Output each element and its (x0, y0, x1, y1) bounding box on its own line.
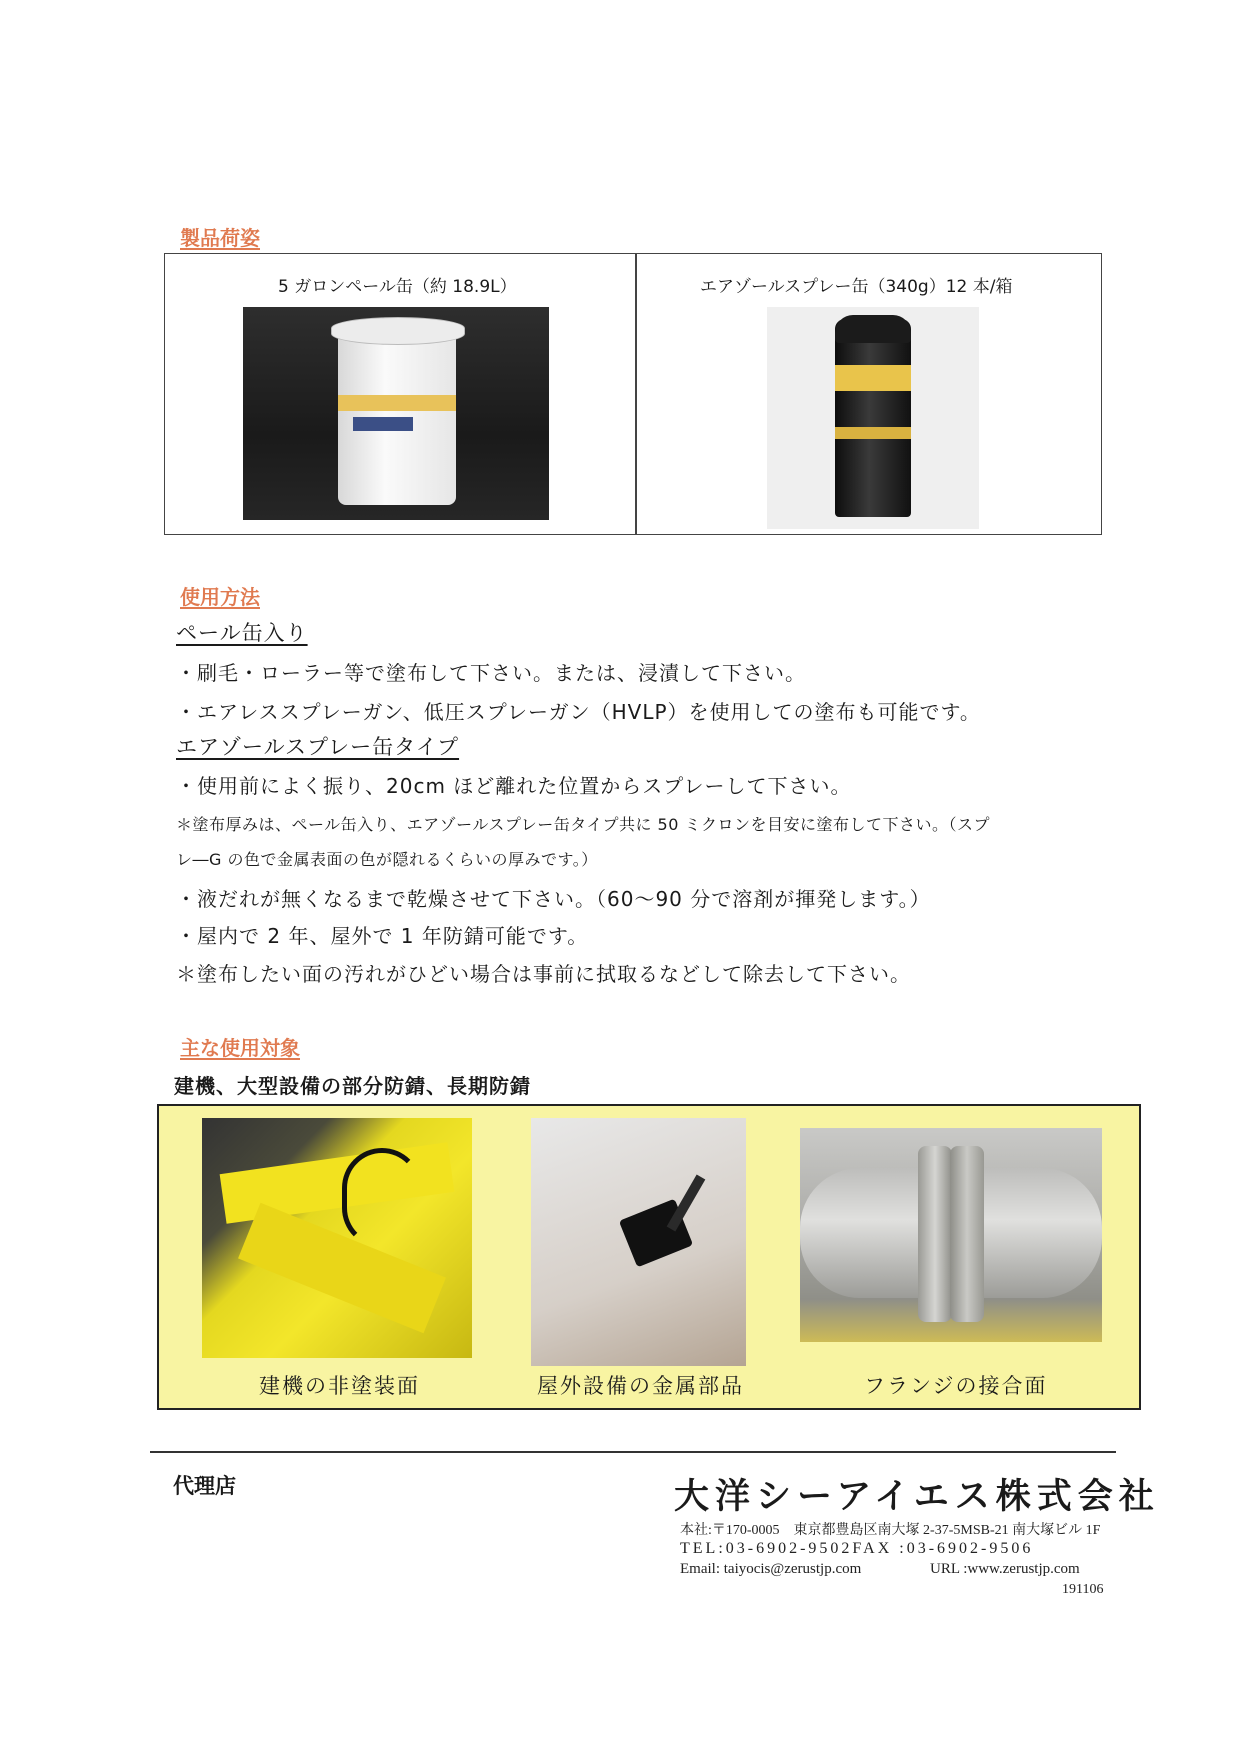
footer-divider (150, 1451, 1116, 1453)
usage-line-period: ・屋内で 2 年、屋外で 1 年防錆可能です。 (176, 924, 589, 948)
applications-section-title: 主な使用対象 (180, 1036, 300, 1060)
usage-line-shake: ・使用前によく振り、20cm ほど離れた位置からスプレーして下さい。 (176, 774, 852, 798)
construction-machine-photo (202, 1118, 472, 1358)
packaging-section-title: 製品荷姿 (180, 226, 260, 250)
usage-line-spray-gun: ・エアレススプレーガン、低圧スプレーガン（HVLP）を使用しての塗布も可能です。 (176, 700, 981, 724)
pail-label: 5 ガロンペール缶（約 18.9L） (278, 277, 517, 297)
caption-flange: フランジの接合面 (864, 1374, 1048, 1398)
note-thickness-1: ＊塗布厚みは、ペール缶入り、エアゾールスプレー缶タイプ共に 50 ミクロンを目安に塗布して下さい。（スプ (176, 815, 990, 834)
usage-line-drying: ・液だれが無くなるまで乾燥させて下さい。（60～90 分で溶剤が揮発します。） (176, 887, 931, 911)
aerosol-can-photo (767, 307, 979, 529)
spray-cell (635, 254, 1103, 534)
pail-can-photo (243, 307, 549, 520)
outdoor-metal-part-photo (531, 1118, 746, 1366)
pail-body (338, 325, 456, 505)
flange-joint-photo (800, 1128, 1102, 1342)
phone-fax: TEL:03-6902-9502FAX :03-6902-9506 (680, 1540, 1034, 1557)
spray-can-body (835, 319, 911, 517)
aerosol-heading: エアゾールスプレー缶タイプ (176, 735, 460, 759)
company-address: 本社:〒170-0005 東京都豊島区南大塚 2-37-5MSB-21 南大塚ビル 1F (680, 1523, 1101, 1538)
spray-label: エアゾールスプレー缶（340g）12 本/箱 (700, 277, 1013, 297)
packaging-table (164, 253, 1102, 535)
email: Email: taiyocis@zerustjp.com (680, 1561, 862, 1577)
website-url: URL :www.zerustjp.com (930, 1561, 1080, 1577)
note-thickness-2: レ―G の色で金属表面の色が隠れるくらいの厚みです。） (176, 850, 598, 869)
flange-left (918, 1146, 952, 1322)
usage-section-title: 使用方法 (180, 585, 260, 609)
agency-label: 代理店 (173, 1474, 236, 1498)
flange-right (950, 1146, 984, 1322)
spray-can-label (835, 365, 911, 391)
applications-box (157, 1104, 1141, 1410)
pail-heading: ペール缶入り (176, 621, 308, 645)
pail-logo (353, 417, 413, 431)
usage-line-brush: ・刷毛・ローラー等で塗布して下さい。または、浸漬して下さい。 (176, 661, 806, 685)
caption-construction-machine: 建機の非塗装面 (259, 1374, 420, 1398)
pail-label-band (338, 395, 456, 411)
spray-can-cap (835, 315, 911, 343)
pail-rim (331, 317, 465, 345)
usage-line-cleaning: ＊塗布したい面の汚れがひどい場合は事前に拭取るなどして除去して下さい。 (176, 962, 911, 986)
spray-can-band (835, 427, 911, 439)
company-name: 大洋シーアイエス株式会社 (674, 1477, 1160, 1517)
caption-outdoor-parts: 屋外設備の金属部品 (537, 1374, 744, 1398)
document-code: 191106 (1062, 1582, 1104, 1597)
hydraulic-hose (342, 1148, 422, 1248)
applications-subtitle: 建機、大型設備の部分防錆、長期防錆 (174, 1074, 531, 1098)
